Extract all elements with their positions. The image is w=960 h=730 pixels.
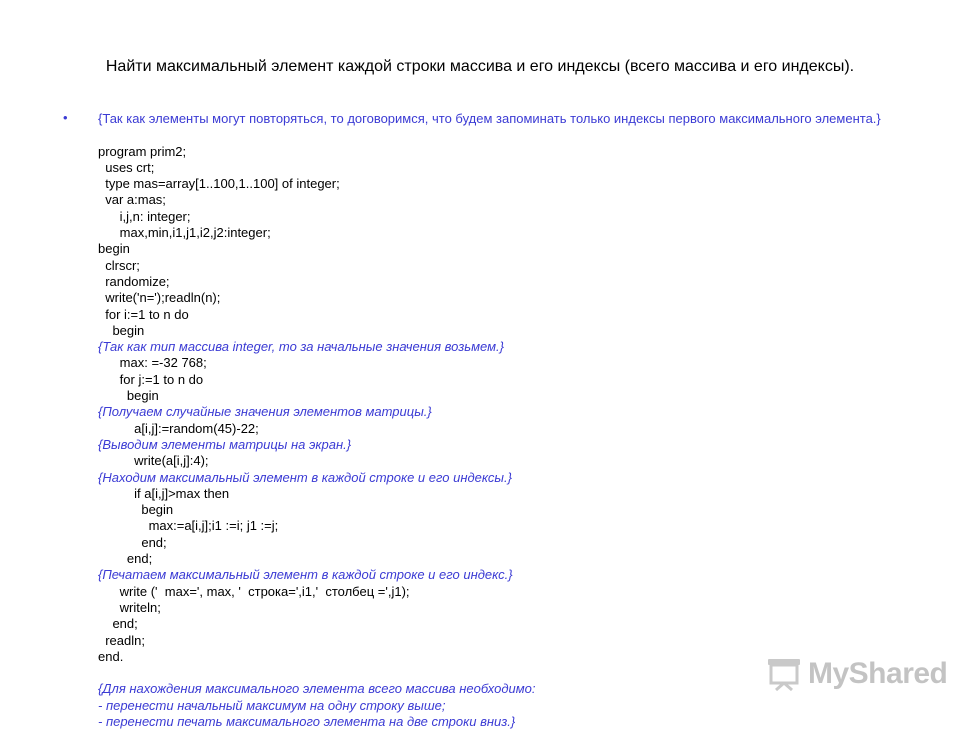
code-line: max,min,i1,j1,i2,j2:integer; — [98, 225, 271, 241]
code-line: readln; — [98, 632, 145, 648]
bullet-mark: • — [63, 110, 68, 125]
slide-content — [98, 111, 888, 730]
code-line: end. — [98, 648, 124, 664]
code-line: uses crt; — [98, 159, 155, 175]
code-line: end; — [98, 551, 153, 567]
code-comment-line: {Так как тип массива integer, то за начальные значения возьмем.} — [98, 339, 504, 355]
code-line: program prim2; — [98, 143, 187, 159]
presentation-icon — [766, 657, 802, 691]
code-line: var a:mas; — [98, 192, 166, 208]
code-line: for i:=1 to n do — [98, 306, 189, 322]
code-comment-line: {Получаем случайные значения элементов матрицы.} — [98, 404, 432, 420]
code-comment-line: {Печатаем максимальный элемент в каждой строке и его индекс.} — [98, 567, 513, 583]
code-block — [98, 144, 888, 730]
code-line: begin — [98, 241, 130, 257]
code-line: write (' max=', max, ' строка=',i1,' столбец =',j1); — [98, 583, 410, 599]
code-line: i,j,n: integer; — [98, 208, 191, 224]
code-line: for j:=1 to n do — [98, 371, 204, 387]
code-line: write('n=');readln(n); — [98, 290, 221, 306]
watermark-logo — [766, 654, 947, 694]
code-comment-line: {Выводим элементы матрицы на экран.} — [98, 436, 352, 452]
code-line: a[i,j]:=random(45)-22; — [98, 420, 259, 436]
spacer — [98, 127, 888, 143]
watermark-text: MyShared — [808, 657, 948, 690]
code-line: end; — [98, 534, 167, 550]
code-line: clrscr; — [98, 257, 140, 273]
slide-title: Найти максимальный элемент каждой строки массива и его индексы (всего массива и его индексы). — [105, 58, 855, 75]
code-line: randomize; — [98, 273, 170, 289]
code-line: writeln; — [98, 599, 161, 615]
code-line: write(a[i,j]:4); — [98, 453, 209, 469]
code-line: end; — [98, 616, 138, 632]
code-line: max:=a[i,j];i1 :=i; j1 :=j; — [98, 518, 279, 534]
code-line: if a[i,j]>max then — [98, 485, 230, 501]
code-line: max: =-32 768; — [98, 355, 207, 371]
code-comment-line: {Для нахождения максимального элемента всего массива необходимо: — [98, 681, 536, 697]
code-line: begin — [98, 322, 145, 338]
code-line: begin — [98, 388, 159, 404]
code-line: begin — [98, 502, 174, 518]
intro-comment: {Так как элементы могут повторяться, то договоримся, что будем запоминать только индексы первого максимального элемента.} — [98, 111, 881, 126]
code-comment-line: - перенести печать максимального элемента на две строки вниз.} — [98, 713, 516, 729]
code-comment-line: - перенести начальный максимум на одну строку выше; — [98, 697, 446, 713]
code-line: type mas=array[1..100,1..100] of integer; — [98, 176, 340, 192]
code-comment-line: {Находим максимальный элемент в каждой строке и его индексы.} — [98, 469, 512, 485]
